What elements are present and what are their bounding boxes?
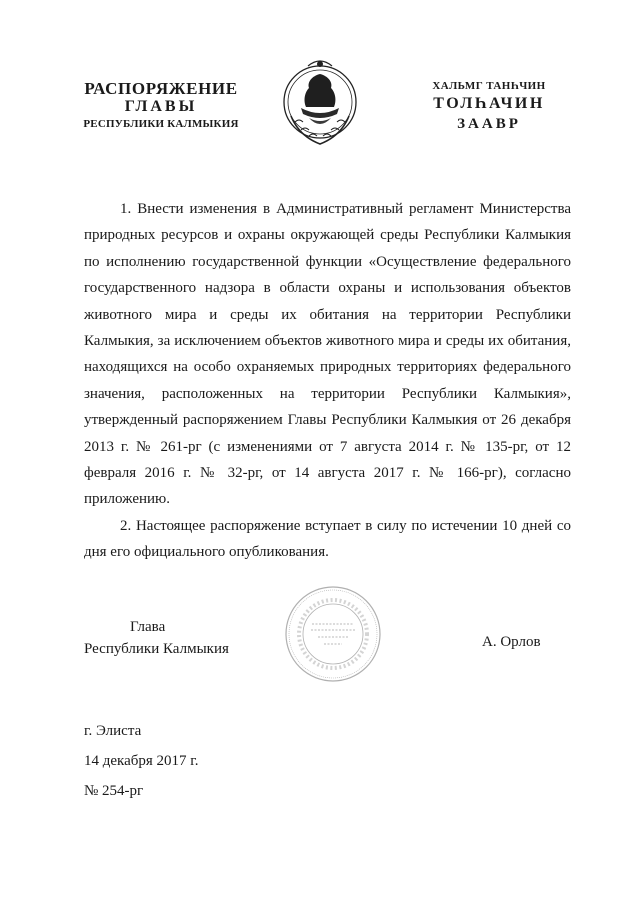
republic-title: РЕСПУБЛИКИ КАЛМЫКИЯ (83, 118, 239, 130)
issue-city: г. Элиста (84, 723, 142, 739)
signatory-position: Глава (130, 619, 166, 635)
coat-of-arms-emblem-icon (279, 52, 361, 152)
kalmyk-doc-type-title: ЗААВР (457, 116, 521, 132)
issue-details (84, 716, 199, 806)
order-body (84, 196, 571, 566)
signatory-name: А. Орлов (482, 634, 541, 650)
issue-date: 14 декабря 2017 г. (84, 753, 199, 769)
order-number: № 254-рг (84, 783, 144, 799)
header-right-title (404, 78, 574, 134)
signatory-title (84, 616, 234, 660)
paragraph-1: 1. Внести изменения в Административный регламент Министерства природных ресурсов и охраны окружающей среды Республики Калмыкия по исполнению государственной функции «Осуществление федерального государственного надзора в области охраны и использования объектов животного мира и среды их обитания на территории Республики Калмыкия, за исключением объектов животного мира и среды их обитания, находящихся на особо охраняемых природных территориях федерального значения, расположенных на территории Республики Калмыкия», утвержденный распоряжением Главы Республики Калмыкия от 26 декабря 2013 г. № 261-рг (с изменениями от 7 августа 2014 г. № 135-рг, от 12 февраля 2016 г. № 32-рг, от 14 августа 2017 г. № 166-рг), согласно приложению. (84, 201, 571, 508)
kalmyk-republic-title: ХАЛЬМГ ТАНҺЧИН (432, 80, 546, 92)
paragraph-2: 2. Настоящее распоряжение вступает в силу по истечении 10 дней со дня его официального опубликования. (84, 517, 571, 561)
header-left-title (76, 80, 246, 132)
round-seal-stamp-icon (278, 584, 388, 684)
doc-author-title: ГЛАВЫ (124, 98, 198, 115)
doc-type-title: РАСПОРЯЖЕНИЕ (84, 79, 238, 98)
signatory-region: Республики Калмыкия (84, 641, 229, 657)
kalmyk-head-title: ТОЛҺАЧИН (433, 95, 545, 112)
